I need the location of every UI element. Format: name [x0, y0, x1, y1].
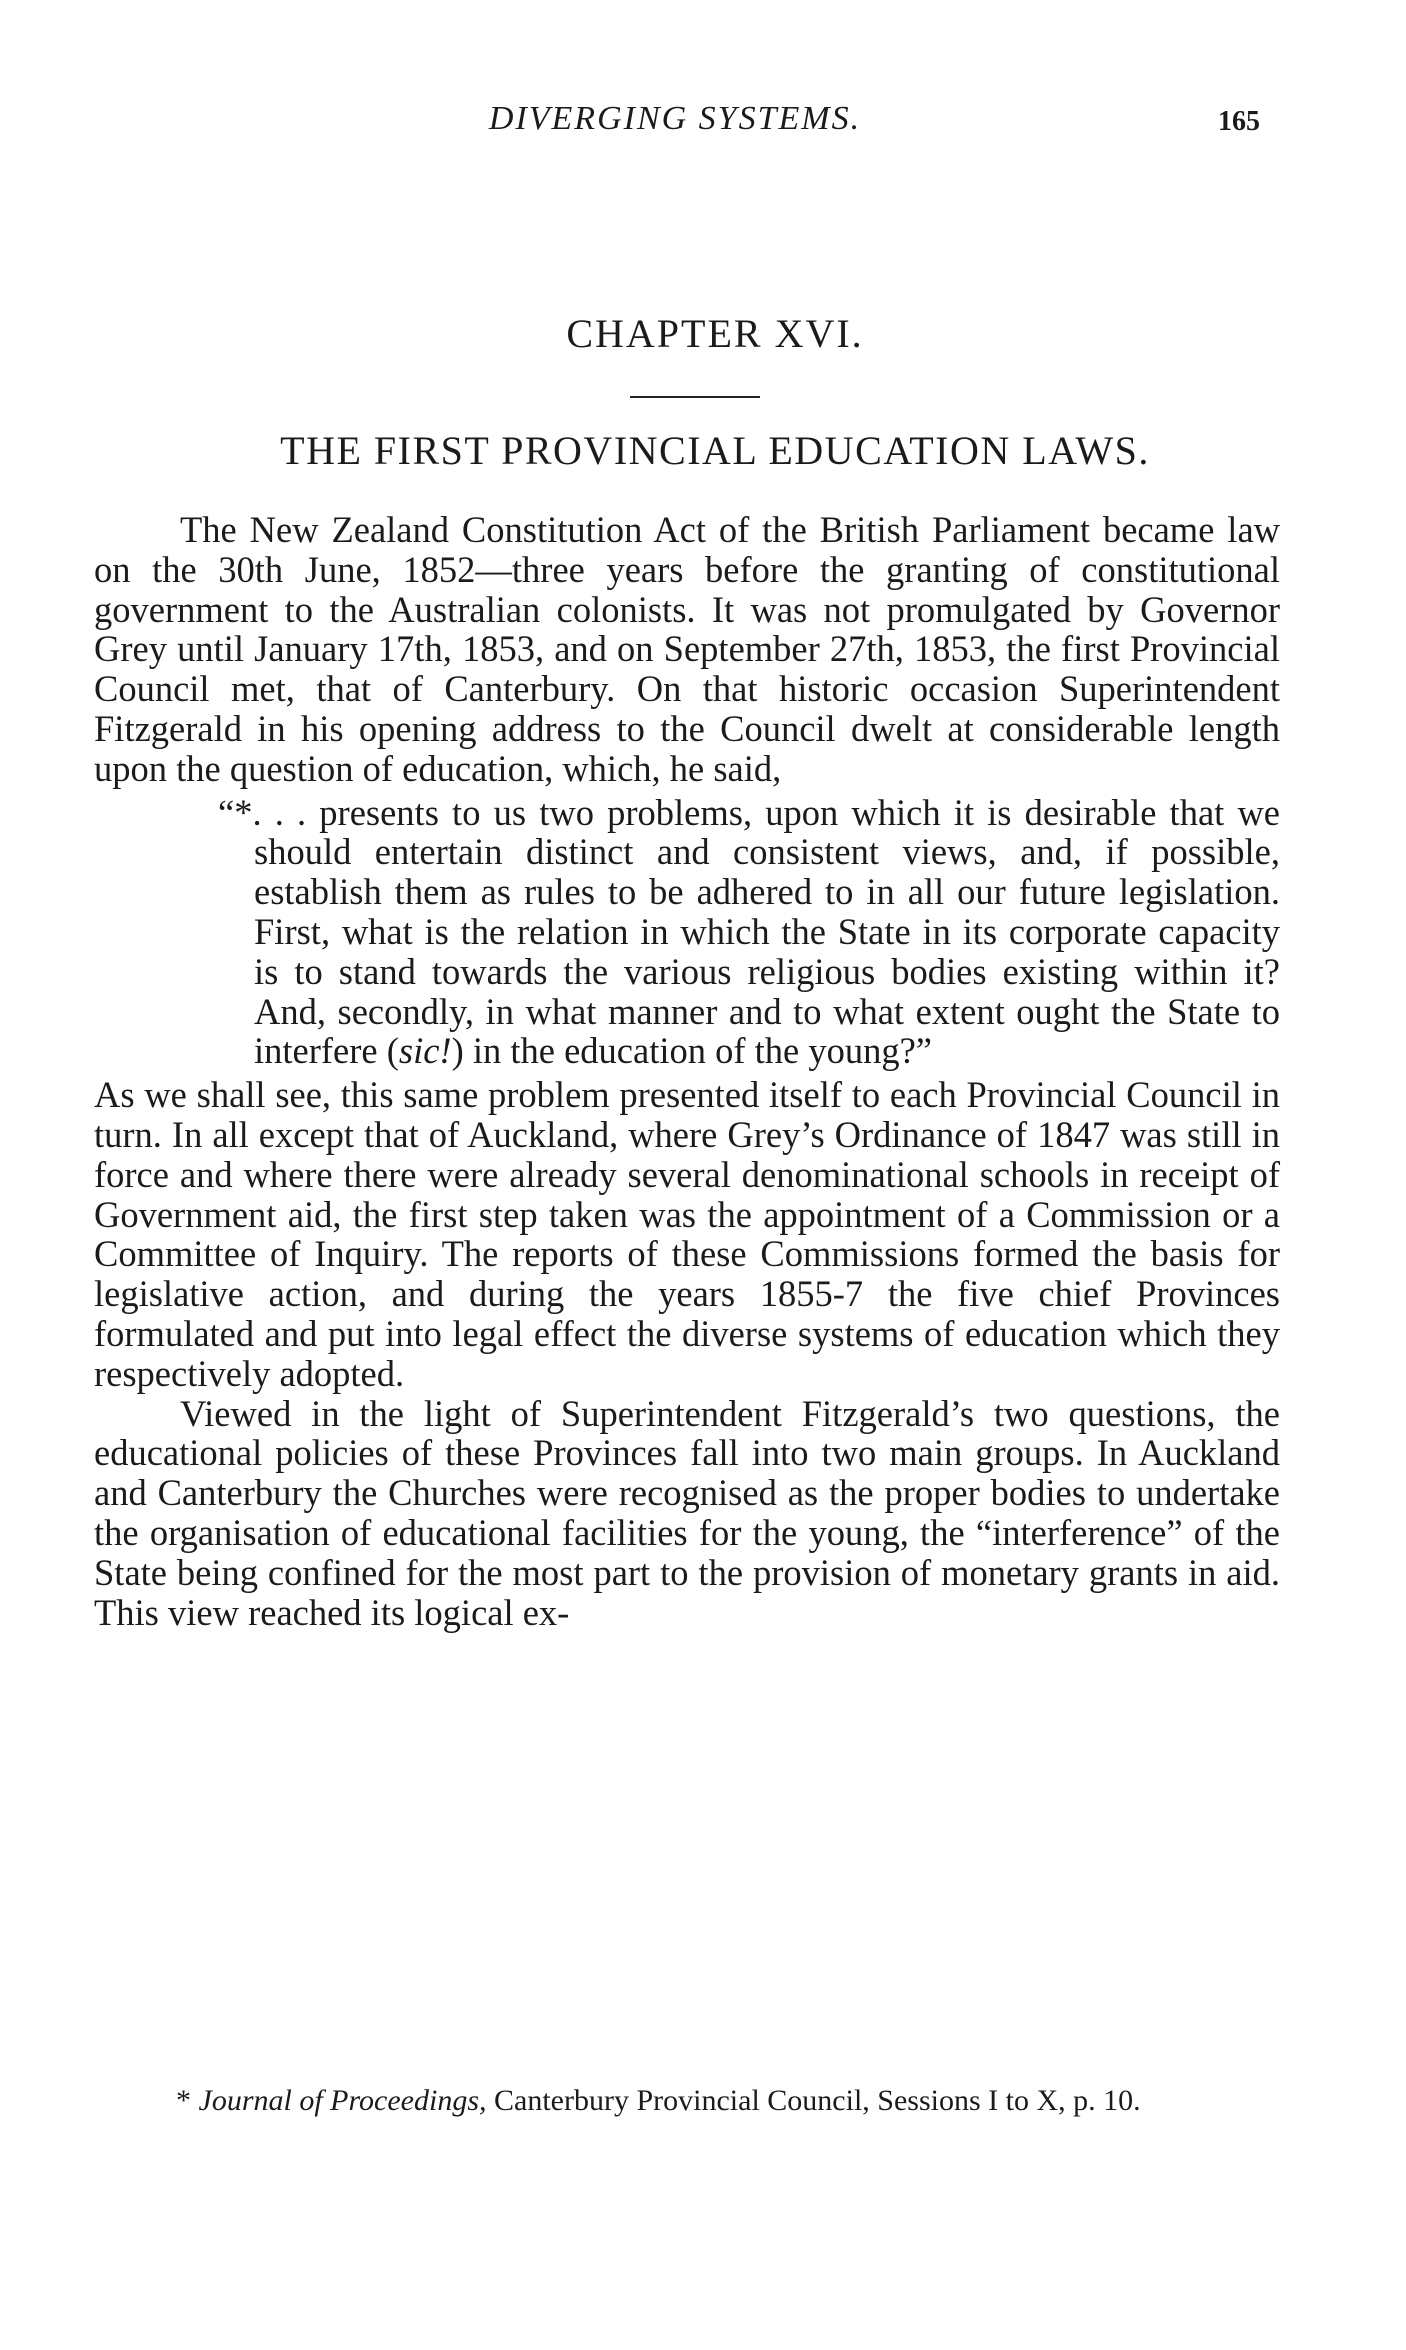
body-text	[94, 510, 1280, 1632]
footnote-marker: *	[176, 2084, 199, 2117]
paragraph-1: The New Zealand Constitution Act of the British Parliament became law on the 30th June, 1852—three years before the granting of constitutional government to the Australian colonists. It was not promulgated by Governor Grey until January 17th, 1853, and on September 27th, 1853, the first Provincial Council met, that of Canterbury. On that historic occasion Superintendent Fitzgerald in his opening address to the Council dwelt at considerable length upon the question of education, which, he said,	[94, 509, 1280, 789]
page-number: 165	[1218, 106, 1260, 137]
running-head	[90, 100, 1260, 150]
footnote-rest: Canterbury Provincial Council, Sessions I to X, p. 10.	[486, 2084, 1141, 2117]
footnote	[94, 2084, 1280, 2117]
footnotes	[94, 2084, 1280, 2117]
block-quote	[94, 789, 1280, 1076]
chapter-divider-rule	[630, 396, 760, 398]
chapter-number: CHAPTER XVI.	[566, 311, 864, 356]
chapter-title: THE FIRST PROVINCIAL EDUCATION LAWS.	[280, 428, 1150, 473]
running-title: DIVERGING SYSTEMS.	[488, 100, 862, 137]
quote-text: presents to us two problems, upon which it is desirable that we should entertain distinct and consistent views, and, if possible, establish them as rules to be adhered to in all our future legislation. First, what is the relation in which the State in its corporate capacity is to stand towards the various religious bodies existing within it? And, secondly, in what manner and to what extent ought the State to interfere (	[254, 791, 1281, 1072]
footnote-source: Journal of Proceedings,	[198, 2084, 487, 2117]
quote-end: ) in the education of the young?”	[451, 1030, 933, 1072]
quote-sic: sic!	[398, 1030, 452, 1072]
quote-lead: “*. . .	[218, 791, 307, 833]
paragraph-3: Viewed in the light of Superintendent Fitzgerald’s two questions, the educational policies of these Provinces fall into two main groups. In Auckland and Canterbury the Churches were recognised as the proper bodies to undertake the organisation of educational facilities for the young, the “interference” of the State being confined for the most part to the provision of monetary grants in aid. This view reached its logical ex-	[94, 1392, 1280, 1633]
paragraph-2: As we shall see, this same problem presented itself to each Provincial Council in turn. In all except that of Auckland, where Grey’s Ordinance of 1847 was still in force and where there were already several denominational schools in receipt of Government aid, the first step taken was the appointment of a Commission or a Committee of Inquiry. The reports of these Commissions formed the basis for legislative action, and during the years 1855-7 the five chief Provinces formulated and put into legal effect the diverse systems of education which they respectively adopted.	[94, 1074, 1280, 1394]
